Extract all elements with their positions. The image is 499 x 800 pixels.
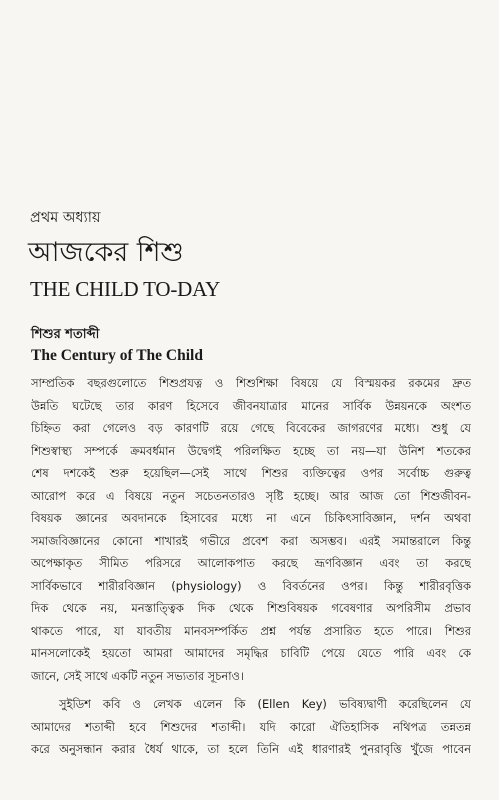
paragraph-1-line-6: আরোপ করে এ বিষয়ে নতুন সচেতনতারও সৃষ্টি হচ্ছে। আর আজ তো শিশুজীবন- [31, 488, 471, 503]
paragraph-1-line-9: অপেক্ষাকৃত সীমিত পরিসরে আলোকপাত করছে ভ্রূণবিজ্ঞান এবং তা করছে [31, 556, 471, 570]
section-heading-english: The Century of The Child [31, 347, 203, 364]
paragraph-1-line-5: শেষ দশকেই শুরু হয়েছিল—সেই সাথে শিশুর ব্যক্তিত্বের ওপর সর্বোচ্চ গুরুত্ব [31, 466, 471, 480]
paragraph-1-line-13: মানসলোকেই হয়তো আমরা আমাদের সমৃদ্ধির চাবিটি পেয়ে যেতে পারি এবং কে [31, 646, 471, 660]
paragraph-1-line-4: শিশুস্বাস্থ্য সম্পর্কে ক্রমবর্ধমান উদ্বেগই পরিলক্ষিত হচ্ছে তা নয়—যা উনিশ শতকের [31, 443, 471, 458]
chapter-label: প্রথম অধ্যায় [30, 210, 101, 226]
paragraph-1-line-14: জানে, সেই সাথে একটি নতুন সভ্যতার সূচনাও। [31, 668, 244, 683]
paragraph-2-line-2: আমাদের শতাব্দী হবে শিশুদের শতাব্দী। যদি কারো ঐতিহাসিক নথিপত্র তন্নতন্ন [31, 719, 471, 734]
paragraph-2-line-1: সুইডিশ কবি ও লেখক এলেন কি (Ellen Key) ভবিষ্যদ্বাণী করেছিলেন যে [59, 697, 471, 711]
paragraph-1-line-3: চিহ্নিত করা গেলেও বড় কারণটি রয়ে গেছে বিবেকের জাগরণের মধ্যে। শুধু যে [31, 421, 471, 435]
paragraph-1-line-12: থাকতে পারে, যা যাবতীয় মানবসম্পর্কিত প্রশ্ন পর্যন্ত প্রসারিত হতে পারে। শিশুর [31, 623, 471, 638]
paragraph-1-line-10: সার্বিকভাবে শারীরবিজ্ঞান (physiology) ও বিবর্তনের ওপর। কিন্তু শারীরবৃত্তিক [31, 578, 471, 593]
section-heading-bengali: শিশুর শতাব্দী [31, 327, 100, 342]
paragraph-1-line-11: দিক থেকে নয়, মনস্তাত্ত্বিক দিক থেকে শিশুবিষয়ক গবেষণার অপরিসীম প্রভাব [31, 601, 471, 615]
paragraph-1-line-7: বিষয়ক জ্ঞানের অবদানকে হিসাবের মধ্যে না এনে চিকিৎসাবিজ্ঞান, দর্শন অথবা [31, 511, 471, 525]
paragraph-2-line-3: করে অনুসন্ধান করার ধৈর্য থাকে, তা হলে তিনি এই ধারণারই পুনরাবৃত্তি খুঁজে পাবেন [31, 742, 471, 756]
paragraph-1-line-2: উন্নতি ঘটেছে তার কারণ হিসেবে জীবনযাত্রার মানের সার্বিক উন্নয়নকে অংশত [31, 398, 471, 413]
chapter-title-bengali: আজকের শিশু [28, 237, 184, 268]
paragraph-1-line-1: সাম্প্রতিক বছরগুলোতে শিশুপ্রযত্ন ও শিশুশিক্ষা বিষয়ে যে বিস্ময়কর রকমের দ্রুত [31, 376, 471, 390]
body-text [31, 372, 471, 761]
paragraph-1-line-8: সমাজবিজ্ঞানের কোনো শাখারই গভীরে প্রবেশ করা অসম্ভব। এরই সমান্তরালে কিন্তু [31, 533, 471, 548]
chapter-title-english: THE CHILD TO-DAY [30, 277, 221, 301]
